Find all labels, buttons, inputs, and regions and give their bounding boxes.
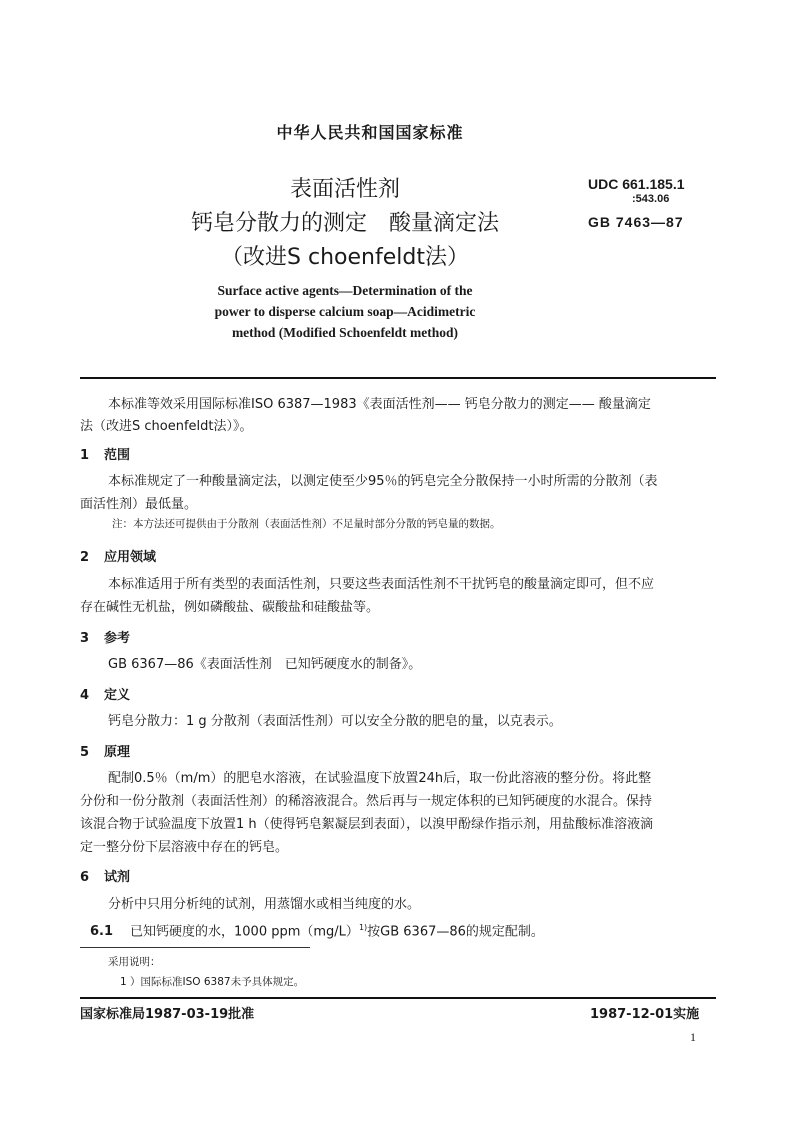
header-divider xyxy=(80,377,716,379)
section-note: 注：本方法还可提供由于分散剂（表面活性剂）不足量时部分分散的钙皂量的数据。 xyxy=(112,518,501,530)
udc-code-continued: :543.06 xyxy=(632,193,670,205)
title-line-3: （改进S choenfeldt法） xyxy=(221,245,469,270)
section-number: 2 xyxy=(80,550,90,565)
udc-code: UDC 661.185.1 xyxy=(588,176,685,192)
section-text-line: 该混合物于试验温度下放置1 h（使得钙皂絮凝层到表面），以溴甲酚绿作指示剂，用盐酸标准溶液滴 xyxy=(80,817,654,832)
section-title: 原理 xyxy=(104,745,131,760)
section-heading xyxy=(80,444,130,463)
english-title-line-3: method (Modified Schoenfeldt method) xyxy=(231,325,459,340)
section-heading xyxy=(80,866,130,885)
section-heading xyxy=(80,627,130,646)
subsection-text-continued: 按GB 6367—86的规定配制。 xyxy=(367,924,544,940)
section-heading xyxy=(80,546,156,565)
footnote-heading: 采用说明： xyxy=(108,956,161,968)
footnote-mark: 1) xyxy=(358,923,368,932)
footnote-item: 1 ）国际标准ISO 6387未予具体规定。 xyxy=(120,976,305,988)
section-text-line: 配制0.5％（m/m）的肥皂水溶液，在试验温度下放置24h后，取一份此溶液的整分份。将此整 xyxy=(108,771,652,786)
subsection-6-1 xyxy=(90,916,544,944)
english-title-line-1: Surface active agents—Determination of the xyxy=(217,283,473,298)
subsection-number: 6.1 xyxy=(90,924,114,940)
intro-line-2: 法（改进S choenfeldt法）》。 xyxy=(80,419,253,434)
standard-authority: 中华人民共和国国家标准 xyxy=(276,123,464,142)
section-heading xyxy=(80,741,130,760)
section-number: 6 xyxy=(80,870,90,885)
section-number: 3 xyxy=(80,631,90,646)
section-title: 应用领域 xyxy=(104,550,157,565)
approval-date: 国家标准局1987-03-19批准 xyxy=(80,1007,255,1022)
footer-divider xyxy=(80,997,716,999)
page-number: 1 xyxy=(690,1030,696,1044)
section-title: 参考 xyxy=(104,631,131,646)
section-text-line: 本标准规定了一种酸量滴定法，以测定使至少95％的钙皂完全分散保持一小时所需的分散剂（表 xyxy=(108,474,658,489)
title-line-1: 表面活性剂 xyxy=(289,177,400,202)
subsection-text: 已知钙硬度的水，1000 ppm（mg/L） xyxy=(130,924,359,940)
section-number: 1 xyxy=(80,448,90,463)
section-title: 定义 xyxy=(104,688,131,703)
english-title-line-2: power to disperse calcium soap—Acidimetric xyxy=(214,304,476,319)
section-title: 范围 xyxy=(104,448,131,463)
section-title: 试剂 xyxy=(104,870,131,885)
section-number: 5 xyxy=(80,745,90,760)
section-number: 4 xyxy=(80,688,90,703)
intro-line-1: 本标准等效采用国际标准ISO 6387—1983《表面活性剂—— 钙皂分散力的测定—— 酸量滴定 xyxy=(108,397,651,412)
section-text-line: 分析中只用分析纯的试剂，用蒸馏水或相当纯度的水。 xyxy=(108,897,421,912)
section-text-line: 钙皂分散力：1 g 分散剂（表面活性剂）可以安全分散的肥皂的量，以克表示。 xyxy=(108,714,562,729)
title-line-2: 钙皂分散力的测定 酸量滴定法 xyxy=(190,211,499,236)
section-text-line: 分份和一份分散剂（表面活性剂）的稀溶液混合。然后再与一规定体积的已知钙硬度的水混合。保持 xyxy=(80,794,653,809)
section-text-line: 存在碱性无机盐，例如磷酸盐、碳酸盐和硅酸盐等。 xyxy=(80,600,380,615)
section-heading xyxy=(80,684,130,703)
gb-number: GB 7463—87 xyxy=(588,214,684,230)
section-text-line: 本标准适用于所有类型的表面活性剂，只要这些表面活性剂不干扰钙皂的酸量滴定即可，但不应 xyxy=(108,577,655,592)
footnote-divider xyxy=(80,947,310,948)
section-text-line: 定一整分份下层溶液中存在的钙皂。 xyxy=(80,840,289,855)
effective-date: 1987-12-01实施 xyxy=(590,1007,700,1022)
section-text-line: GB 6367—86《表面活性剂 已知钙硬度水的制备》。 xyxy=(108,657,422,672)
section-text-line: 面活性剂）最低量。 xyxy=(80,497,198,512)
